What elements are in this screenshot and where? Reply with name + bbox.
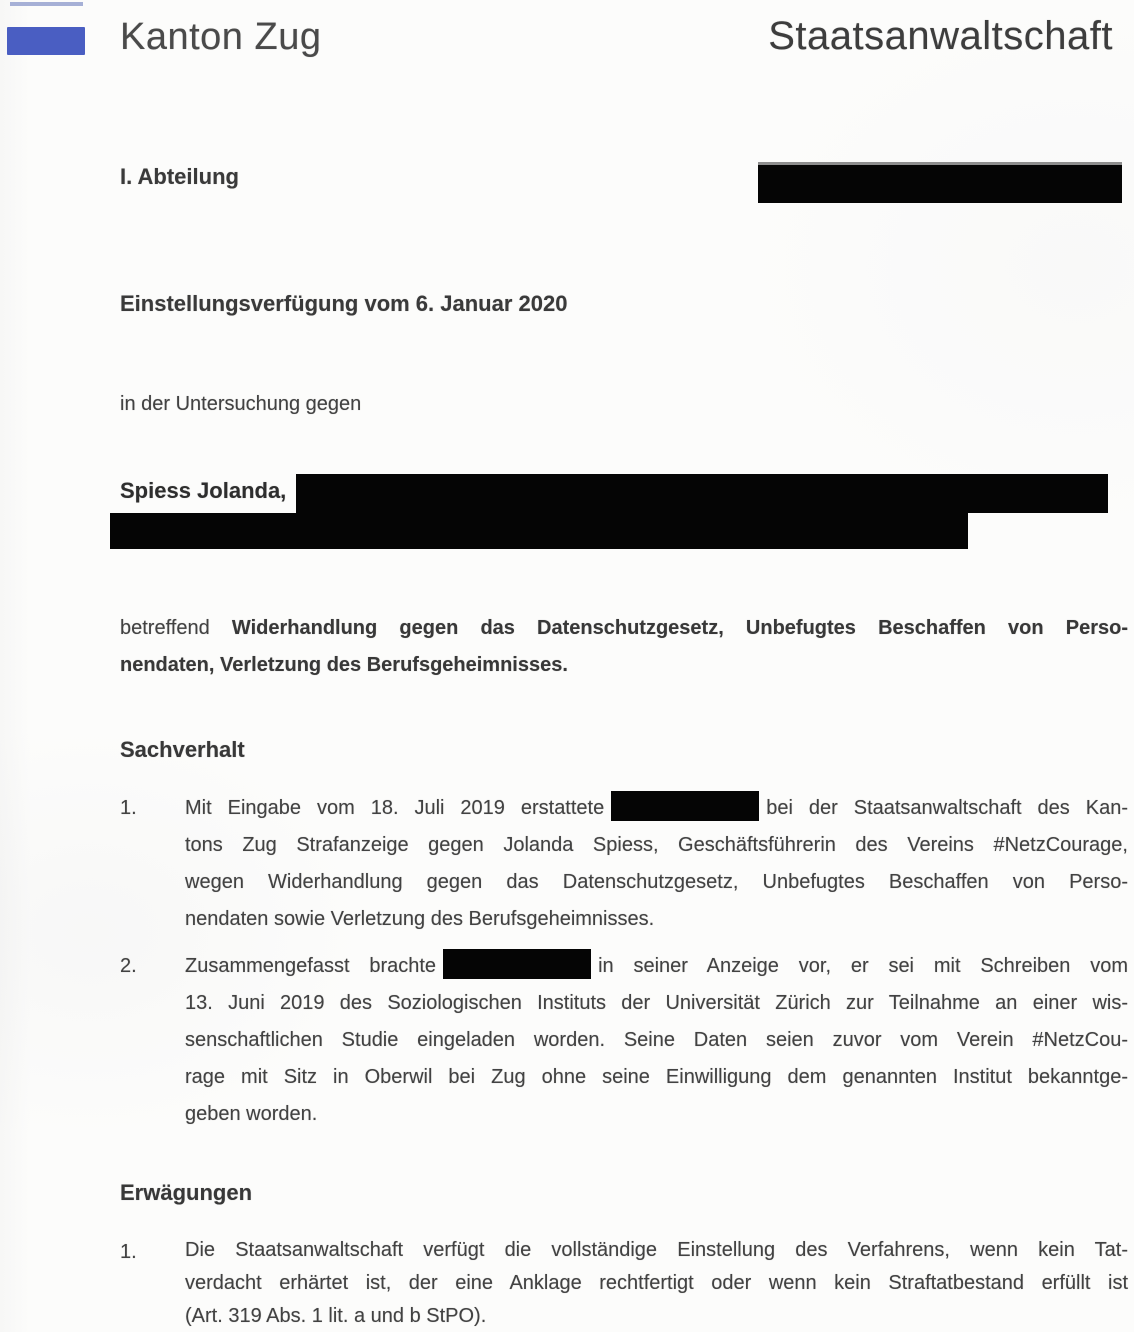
paragraph-line: 13. Juni 2019 des Soziologischen Instituts der Universität Zürich zur Teilnahme an einer wis- <box>185 992 1128 1014</box>
paragraph-line: nendaten sowie Verletzung des Berufsgeheimnisses. <box>185 908 655 930</box>
subject-line <box>120 647 1128 684</box>
paragraph-number: 2. <box>120 955 137 977</box>
paragraph-lines <box>185 790 1128 938</box>
paragraph-number: 1. <box>120 1241 137 1263</box>
text-segment: Mit Eingabe vom 18. Juli 2019 erstattete <box>185 797 605 819</box>
document-title: Einstellungsverfügung vom 6. Januar 2020 <box>120 291 568 316</box>
numbered-paragraph <box>120 1234 1128 1332</box>
zug-flag-icon <box>7 27 85 55</box>
numbered-paragraph <box>120 790 1128 938</box>
redaction-bar-accused-1 <box>296 474 1108 513</box>
text-segment: in seiner Anzeige vor, er sei mit Schreiben vom <box>598 955 1128 977</box>
paragraph-lines <box>185 948 1128 1133</box>
section-heading-erwaegungen: Erwägungen <box>120 1180 253 1205</box>
paragraph-line: senschaftlichen Studie eingeladen worden. Seine Daten seien zuvor vom Verein #NetzCou- <box>185 1029 1128 1051</box>
inline-redaction <box>443 949 591 979</box>
paragraph-line <box>185 790 1128 827</box>
zug-flag-stripe <box>10 2 83 6</box>
accused-name: Spiess Jolanda, <box>120 478 287 503</box>
text-segment: Widerhandlung gegen das Datenschutzgesetz, Unbefugtes Beschaffen von Perso- <box>231 617 1128 639</box>
paragraph-line: Die Staatsanwaltschaft verfügt die vollständige Einstellung des Verfahrens, wenn kein Tat- <box>185 1239 1128 1261</box>
department-label: I. Abteilung <box>120 164 239 189</box>
paragraph-line: rage mit Sitz in Oberwil bei Zug ohne seine Einwilligung dem genannten Institut bekanntge- <box>185 1066 1128 1088</box>
subject-paragraph <box>120 610 1128 684</box>
canton-name: Kanton Zug <box>120 16 322 58</box>
section-heading-sachverhalt: Sachverhalt <box>120 737 245 762</box>
subject-line <box>120 610 1128 647</box>
paragraph-line <box>185 948 1128 985</box>
paragraph-line: wegen Widerhandlung gegen das Datenschutzgesetz, Unbefugtes Beschaffen von Perso- <box>185 871 1128 893</box>
text-segment: betreffend <box>120 617 232 639</box>
paragraph-line: tons Zug Strafanzeige gegen Jolanda Spiess, Geschäftsführerin des Vereins #NetzCourage, <box>185 834 1128 856</box>
paragraph-line: verdacht erhärtet ist, der eine Anklage rechtfertigt oder wenn kein Straftatbestand erfüllt ist <box>185 1272 1128 1294</box>
numbered-paragraph <box>120 948 1128 1133</box>
paragraph-number: 1. <box>120 797 137 819</box>
redaction-bar-address <box>758 162 1122 203</box>
text-segment: bei der Staatsanwaltschaft des Kan- <box>766 797 1128 819</box>
case-intro-label: in der Untersuchung gegen <box>120 393 362 415</box>
text-segment: nendaten, Verletzung des Berufsgeheimnisses. <box>120 654 568 676</box>
office-name: Staatsanwaltschaft <box>768 14 1113 58</box>
paragraph-line: (Art. 319 Abs. 1 lit. a und b StPO). <box>185 1305 487 1327</box>
paragraph-line: geben worden. <box>185 1103 318 1125</box>
inline-redaction <box>611 791 759 821</box>
text-segment: Zusammengefasst brachte <box>185 955 437 977</box>
redaction-bar-accused-2 <box>110 513 968 549</box>
paragraph-lines <box>185 1234 1128 1332</box>
